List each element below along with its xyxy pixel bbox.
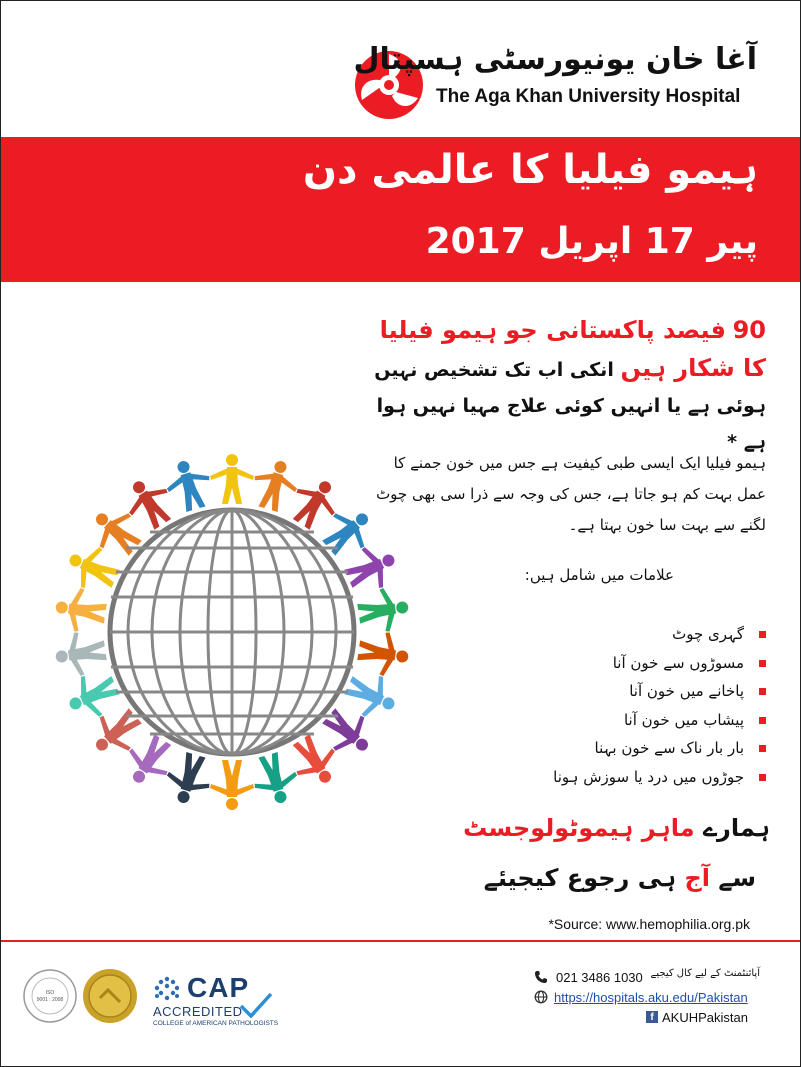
cap-accredited-text: ACCREDITED	[153, 1004, 243, 1019]
logo-english-text: The Aga Khan University Hospital	[436, 86, 741, 107]
intro-highlight: فیصد پاکستانی جو ہیمو فیلیا کا شکار ہیں	[379, 316, 766, 382]
intro-number: 90	[732, 316, 766, 344]
facebook-handle[interactable]: AKUHPakistan	[662, 1010, 748, 1025]
symptoms-heading: علامات میں شامل ہیں:	[524, 566, 674, 584]
bullet-icon	[759, 688, 766, 695]
list-item: بار بار ناک سے خون بہنا	[420, 734, 772, 763]
list-item: جوڑوں میں درد یا سوزش ہونا	[420, 763, 772, 792]
intro-statement	[370, 312, 766, 460]
bullet-icon	[759, 774, 766, 781]
facebook-icon: f	[646, 1011, 658, 1023]
symptoms-list	[420, 620, 772, 791]
list-item: مسوڑوں سے خون آنا	[420, 649, 772, 678]
title-banner	[1, 137, 800, 282]
globe-icon	[110, 510, 354, 754]
hemophilia-description: ہیمو فیلیا ایک ایسی طبی کیفیت ہے جس میں خون جمنے کا عمل بہت کم ہو جاتا ہے، جس کی وجہ سے ذرا سی بھی چوٹ لگنے سے بہت سا خون بہتا ہے۔	[376, 454, 766, 534]
cap-accredited-logo	[153, 972, 283, 1032]
phone-label: آپائنٹمنٹ کے لیے کال کیجیے	[650, 968, 760, 979]
globe-icon	[534, 990, 548, 1004]
checkmark-icon	[239, 992, 273, 1018]
cap-title: CAP	[187, 972, 250, 1003]
banner-title: ہیمو فیلیا کا عالمی دن	[302, 147, 758, 193]
gold-seal-icon	[82, 968, 138, 1024]
svg-text:ISO: ISO	[45, 990, 55, 996]
svg-text:9001 : 2008: 9001 : 2008	[36, 997, 64, 1003]
list-item: پاخانے میں خون آنا	[420, 677, 772, 706]
bullet-icon	[759, 745, 766, 752]
phone-number[interactable]: 021 3486 1030	[556, 970, 643, 985]
website-link[interactable]: https://hospitals.aku.edu/Pakistan	[554, 990, 748, 1005]
list-item: پیشاب میں خون آنا	[420, 706, 772, 735]
globe-people-illustration	[50, 452, 415, 812]
banner-date: پیر 17 اپریل 2017	[425, 221, 758, 262]
intro-rest: انکی اب تک تشخیص نہیں ہوئی ہے یا انہیں کوئی علاج مہیا نہیں ہوا ہے *	[374, 359, 766, 453]
list-item: گہری چوٹ	[420, 620, 772, 649]
bullet-icon	[759, 717, 766, 724]
footer-divider	[1, 940, 800, 942]
bullet-icon	[759, 660, 766, 667]
logo-urdu-text: آغا خان یونیورسٹی ہسپتال	[353, 42, 757, 77]
phone-icon	[534, 970, 548, 984]
cap-dots-icon	[153, 976, 181, 1004]
source-note: *Source: www.hemophilia.org.pk	[548, 916, 750, 932]
cap-subtitle: COLLEGE of AMERICAN PATHOLOGISTS	[153, 1020, 279, 1027]
bullet-icon	[759, 631, 766, 638]
iso-seal-icon	[22, 968, 78, 1024]
cta-line-2: سے آج ہی رجوع کیجیئے	[483, 864, 756, 892]
cta-line-1: ہمارے ماہر ہیموٹولوجسٹ	[463, 814, 770, 842]
